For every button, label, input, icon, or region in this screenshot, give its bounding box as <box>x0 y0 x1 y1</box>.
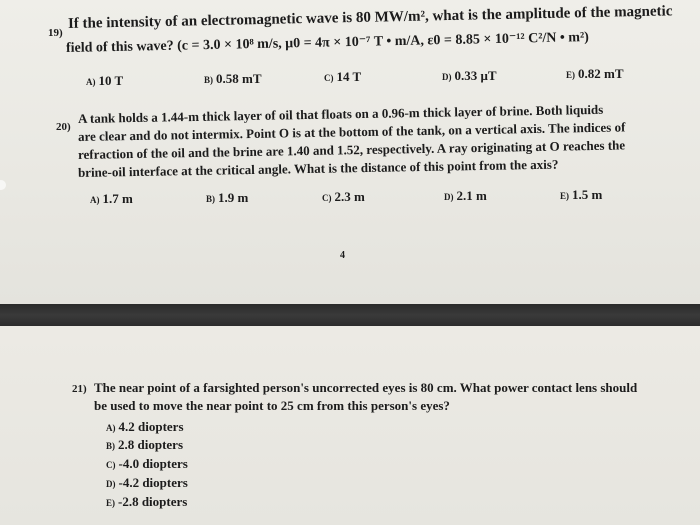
answer-option-c: C) 14 T <box>324 69 362 84</box>
binder-hole <box>0 180 6 190</box>
answer-option-b: B) 1.9 m <box>206 190 249 205</box>
answer-option-e: E) 1.5 m <box>560 187 603 202</box>
question-text-line: If the intensity of an electromagnetic wave is 80 MW/m², what is the amplitude of the magnetic <box>67 3 673 32</box>
question-text-line: The near point of a farsighted person's uncorrected eyes is 80 cm. What power contact lens should <box>94 380 638 395</box>
answer-option-b: B) 2.8 diopters <box>106 437 183 452</box>
answer-option-e: E) 0.82 mT <box>566 66 624 81</box>
answer-option-e: E) -2.8 diopters <box>106 494 188 509</box>
question-number: 19) <box>48 27 63 39</box>
question-number: 20) <box>56 121 71 133</box>
question-text-line: refraction of the oil and the brine are 1.40 and 1.52, respectively. A ray originating at O reaches the <box>77 137 626 162</box>
exam-page-bottom <box>0 326 700 525</box>
question-text-line: A tank holds a 1.44-m thick layer of oil that floats on a 0.96-m thick layer of brine. Both liquids <box>77 101 604 126</box>
answer-option-a: A) 1.7 m <box>90 191 133 206</box>
question-text-line: field of this wave? (c = 3.0 × 10⁸ m/s, μ0 = 4π × 10⁻⁷ T • m/A, ε0 = 8.85 × 10⁻¹² C²/N • m²) <box>65 30 590 56</box>
answer-option-d: D) -4.2 diopters <box>106 475 188 490</box>
answer-option-b: B) 0.58 mT <box>204 71 262 86</box>
answer-option-a: A) 10 T <box>86 73 124 88</box>
answer-option-a: A) 4.2 diopters <box>106 419 184 434</box>
question-text-line: be used to move the near point to 25 cm from this person's eyes? <box>94 398 450 413</box>
page-number: 4 <box>340 250 345 261</box>
answer-option-d: D) 2.1 m <box>444 188 487 203</box>
answer-option-c: C) -4.0 diopters <box>106 456 188 471</box>
question-text-line: are clear and do not intermix. Point O is at the bottom of the tank, on a vertical axis. The indices of <box>77 119 626 144</box>
answer-option-d: D) 0.33 μT <box>442 68 497 83</box>
page-divider <box>0 304 700 326</box>
question-text-line: brine-oil interface at the critical angle. What is the distance of this point from the axis? <box>77 156 559 180</box>
question-number: 21) <box>72 383 87 395</box>
answer-option-c: C) 2.3 m <box>322 189 365 204</box>
